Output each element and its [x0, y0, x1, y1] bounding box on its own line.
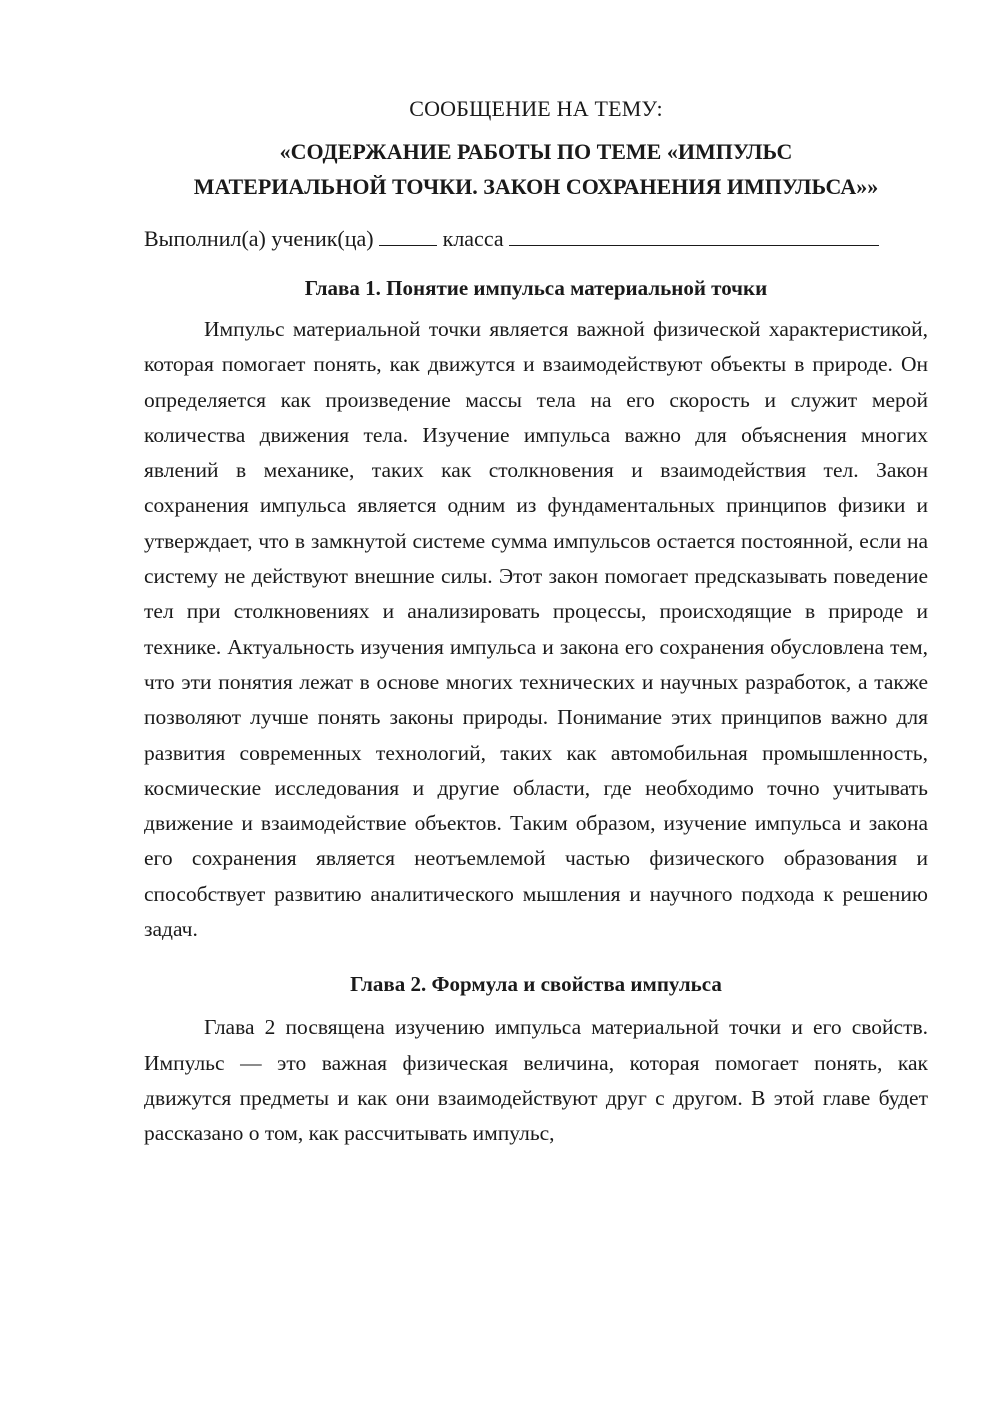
document-title-line-2: МАТЕРИАЛЬНОЙ ТОЧКИ. ЗАКОН СОХРАНЕНИЯ ИМПУЛЬСА»»	[193, 174, 879, 199]
chapter-1-title: Глава 1. Понятие импульса материальной точки	[304, 276, 768, 300]
document-page	[144, 92, 928, 1152]
author-line	[144, 221, 928, 256]
name-blank	[509, 223, 879, 246]
author-prefix: Выполнил(а) ученик(ца)	[144, 226, 374, 251]
document-header: СООБЩЕНИЕ НА ТЕМУ:	[409, 96, 663, 121]
chapter-1-text: Импульс материальной точки является важной физической характеристикой, которая помогает понять, как движутся и взаимодействуют объекты в природе. Он определяется как произведение массы тела на его скорость и служит мерой количества движения тела. Изучение импульса важно для объяснения многих явлений в механике, таких как столкновения и взаимодействия тел. Закон сохранения импульса является одним из фундаментальных принципов физики и утверждает, что в замкнутой системе сумма импульсов остается постоянной, если на систему не действуют внешние силы. Этот закон помогает предсказывать поведение тел при столкновениях и анализировать процессы, происходящие в природе и технике. Актуальность изучения импульса и закона его сохранения обусловлена тем, что эти понятия лежат в основе многих технических и научных разработок, а также позволяют лучше понять законы природы. Понимание этих принципов важно для развития современных технологий, таких как автомобильная промышленность, космические исследования и другие области, где необходимо точно учитывать движение и взаимодействие объектов. Таким образом, изучение импульса и закона его сохранения является неотъемлемой частью физического образования и способствует развитию аналитического мышления и научного подхода к решению задач.	[144, 317, 928, 942]
chapter-2-text: Глава 2 посвящена изучению импульса материальной точки и его свойств. Импульс — это важная физическая величина, которая помогает понять, как движутся предметы и как они взаимодействуют друг с другом. В этой главе будет рассказано о том, как рассчитывать импульс,	[144, 1015, 928, 1146]
grade-blank	[379, 223, 437, 246]
chapter-2-title: Глава 2. Формула и свойства импульса	[350, 972, 722, 997]
author-class-word: класса	[442, 226, 504, 251]
document-title-line-1: «СОДЕРЖАНИЕ РАБОТЫ ПО ТЕМЕ «ИМПУЛЬС	[279, 139, 793, 164]
